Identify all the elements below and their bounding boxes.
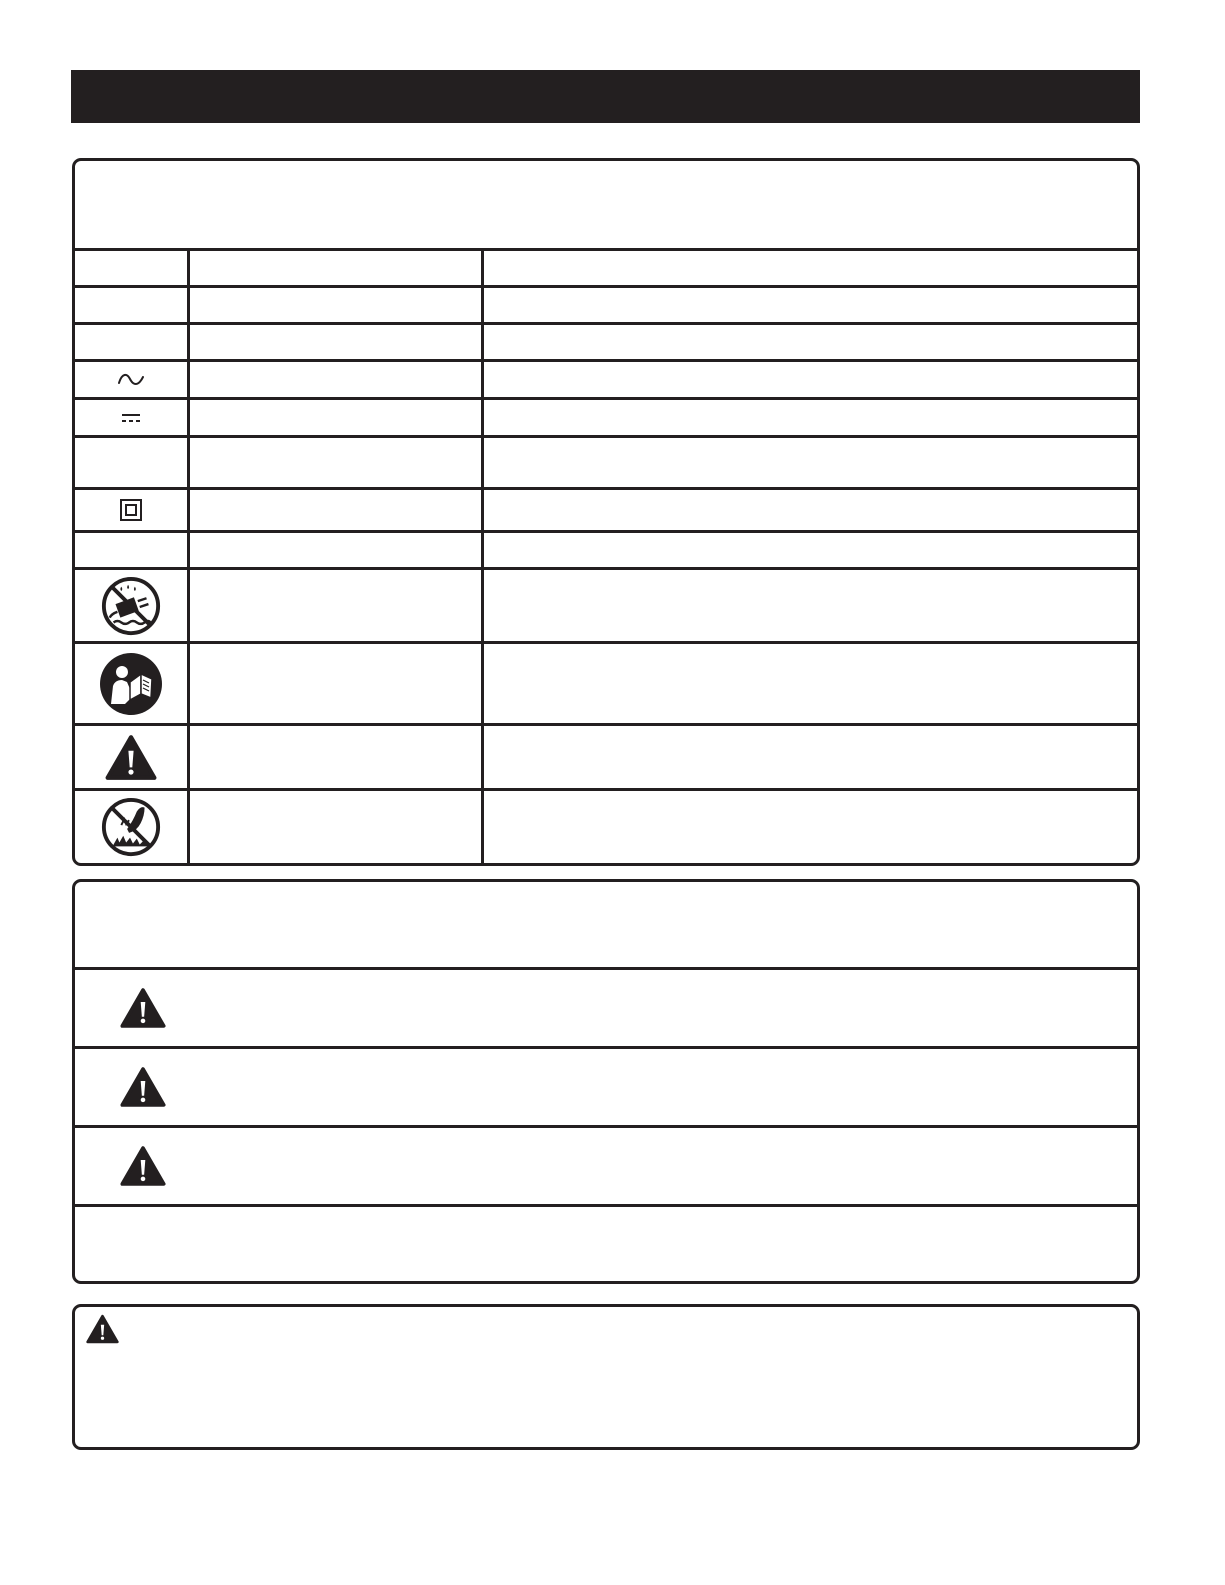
symbol-cell — [75, 400, 187, 435]
signal-word-row — [75, 1204, 1137, 1281]
name-cell — [187, 644, 481, 723]
signal-words-box — [72, 879, 1140, 1284]
symbol-cell — [75, 438, 187, 487]
name-cell — [187, 251, 481, 285]
symbol-cell — [75, 490, 187, 530]
symbol-cell — [75, 362, 187, 397]
description-cell — [481, 288, 1137, 322]
double-insulated-icon — [120, 499, 142, 521]
description-cell — [481, 400, 1137, 435]
name-cell — [187, 362, 481, 397]
name-cell — [187, 490, 481, 530]
symbol-cell — [75, 288, 187, 322]
description-cell — [481, 325, 1137, 359]
alternating-current-icon — [117, 372, 145, 388]
symbol-cell — [75, 726, 187, 788]
symbols-box-title-area — [75, 161, 1137, 248]
symbols-box — [72, 158, 1140, 866]
safety-alert-icon — [120, 1145, 166, 1187]
description-cell — [481, 438, 1137, 487]
description-cell — [481, 490, 1137, 530]
table-row — [75, 397, 1137, 435]
signal-word-row — [75, 967, 1137, 1046]
name-cell — [187, 438, 481, 487]
description-cell — [481, 791, 1137, 863]
table-row — [75, 322, 1137, 359]
safety-alert-icon — [86, 1314, 119, 1344]
no-water-exposure-icon — [100, 575, 162, 637]
description-cell — [481, 362, 1137, 397]
name-cell — [187, 400, 481, 435]
table-row — [75, 435, 1137, 487]
symbol-cell — [75, 325, 187, 359]
safety-alert-icon — [120, 1066, 166, 1108]
description-cell — [481, 644, 1137, 723]
table-header-row — [75, 248, 1137, 285]
read-manual-icon — [99, 652, 163, 716]
name-cell — [187, 570, 481, 641]
safety-alert-icon — [105, 734, 157, 781]
name-cell — [187, 325, 481, 359]
table-row — [75, 530, 1137, 567]
signal-word-row — [75, 1046, 1137, 1125]
signal-word-row — [75, 1125, 1137, 1204]
description-cell — [481, 726, 1137, 788]
symbol-cell — [75, 251, 187, 285]
name-cell — [187, 726, 481, 788]
name-cell — [187, 288, 481, 322]
table-row — [75, 723, 1137, 788]
symbol-cell — [75, 570, 187, 641]
table-row — [75, 641, 1137, 723]
symbol-cell — [75, 644, 187, 723]
direct-current-icon — [121, 413, 141, 423]
symbol-cell — [75, 791, 187, 863]
section-header-bar — [71, 70, 1140, 123]
warning-box — [72, 1304, 1140, 1450]
table-row — [75, 567, 1137, 641]
name-cell — [187, 791, 481, 863]
symbol-cell — [75, 533, 187, 567]
safety-alert-icon — [120, 987, 166, 1029]
description-cell — [481, 251, 1137, 285]
prohibition-icon — [100, 796, 162, 858]
description-cell — [481, 533, 1137, 567]
table-row — [75, 788, 1137, 863]
description-cell — [481, 570, 1137, 641]
table-row — [75, 359, 1137, 397]
table-row — [75, 285, 1137, 322]
signal-words-title-area — [75, 882, 1137, 967]
table-row — [75, 487, 1137, 530]
name-cell — [187, 533, 481, 567]
